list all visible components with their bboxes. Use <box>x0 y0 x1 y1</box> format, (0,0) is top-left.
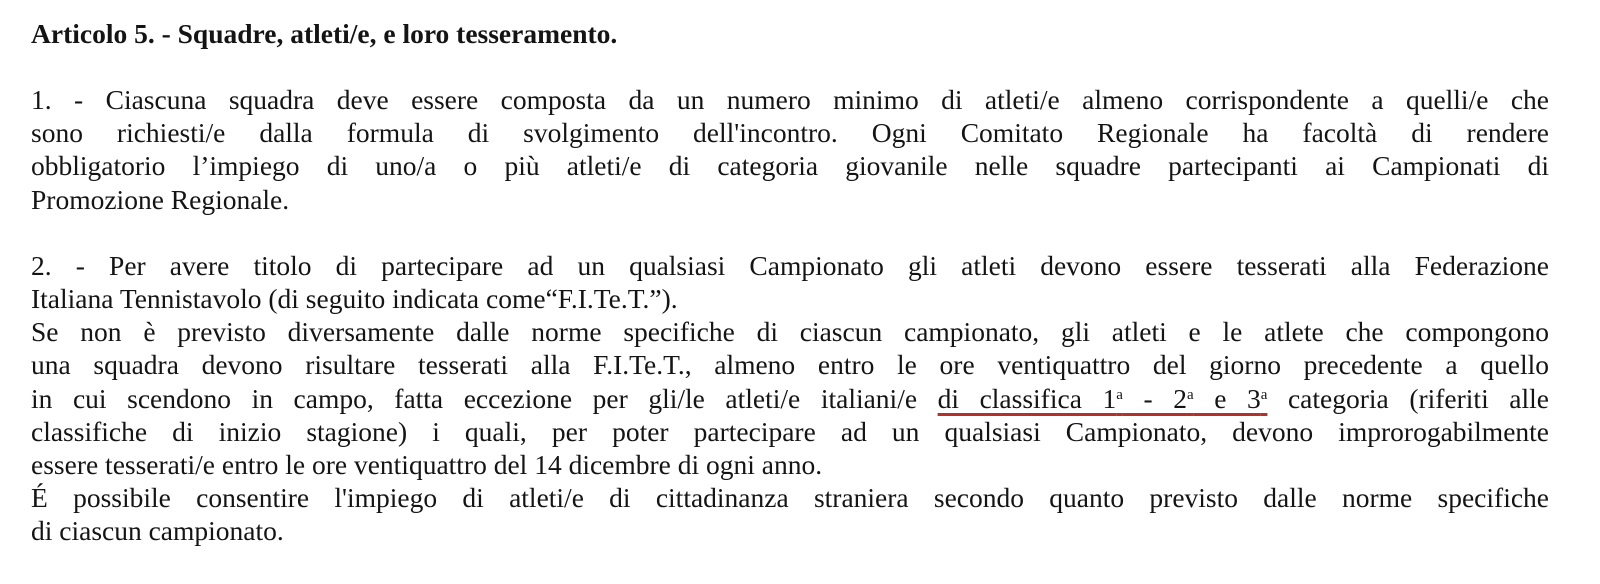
paragraph-1 <box>31 83 1549 216</box>
paragraph-2-line-5 <box>31 382 1549 415</box>
paragraph-1-line-4: Promozione Regionale. <box>31 183 290 215</box>
paragraph-1-line-2: sono richiesti/e dalla formula di svolgimento dell'incontro. Ogni Comitato Regionale ha facoltà di rendere <box>31 117 1549 149</box>
line-5-text-before: in cui scendono in campo, fatta eccezione per gli/le atleti/e italiani/e <box>31 382 938 414</box>
paragraph-2-line-2: Italiana Tennistavolo (di seguito indicata come“F.I.Te.T.”). <box>31 283 678 315</box>
paragraph-2-line-9: di ciascun campionato. <box>31 515 284 547</box>
ordinal-superscript-2: a <box>1186 386 1194 403</box>
ranking-text-1: di classifica 1 <box>937 382 1117 414</box>
paragraph-2-line-7: essere tesserati/e entro le ore ventiquattro del 14 dicembre di ogni anno. <box>31 449 823 481</box>
ordinal-superscript-1: a <box>1116 386 1123 403</box>
paragraph-2-line-1: 2. - Per avere titolo di partecipare ad un qualsiasi Campionato gli atleti devono essere tesserati alla Federazione <box>31 249 1549 281</box>
paragraph-2-line-4: una squadra devono risultare tesserati alla F.I.Te.T., almeno entro le ore ventiquattro del giorno precedente a quello <box>31 349 1549 381</box>
line-5-text-after: categoria (riferiti alle <box>1267 382 1549 414</box>
article-title: Articolo 5. - Squadre, atleti/e, e loro tesseramento. <box>31 18 618 49</box>
paragraph-1-line-3: obbligatorio l’impiego di uno/a o più atleti/e di categoria giovanile nelle squadre partecipanti ai Campionati di <box>31 150 1549 182</box>
ranking-text-3: e 3 <box>1193 382 1261 414</box>
underlined-ranking-phrase <box>938 383 1268 414</box>
paragraph-2 <box>31 249 1549 548</box>
paragraph-2-line-6: classifiche di inizio stagione) i quali, per poter partecipare ad un qualsiasi Campionato, devono improrogabilmente <box>31 415 1549 447</box>
ordinal-superscript-3: a <box>1260 386 1268 403</box>
paragraph-1-line-1: 1. - Ciascuna squadra deve essere composta da un numero minimo di atleti/e almeno corrispondente a quelli/e che <box>31 84 1549 115</box>
paragraph-2-line-8: É possibile consentire l'impiego di atleti/e di cittadinanza straniera secondo quanto previsto dalle norme specifiche <box>31 482 1549 514</box>
document-page <box>31 14 1549 548</box>
ranking-text-2: - 2 <box>1122 382 1187 414</box>
paragraph-2-line-3: Se non è previsto diversamente dalle norme specifiche di ciascun campionato, gli atleti e le atlete che compongono <box>31 316 1549 348</box>
